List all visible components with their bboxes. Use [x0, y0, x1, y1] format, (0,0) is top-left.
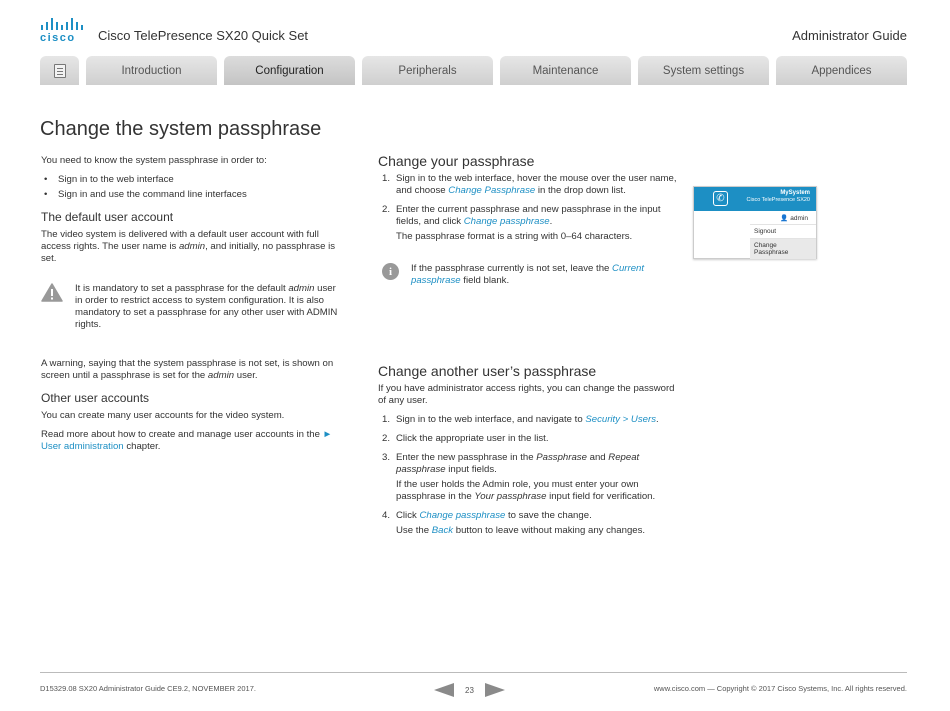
- user-menu: 👤 admin: [780, 215, 808, 222]
- tab-contents-home[interactable]: [40, 56, 79, 85]
- list-item: 2. Click the appropriate user in the list.: [382, 433, 549, 444]
- default-account-heading: The default user account: [41, 210, 174, 224]
- change-another-passphrase-heading: Change another user’s passphrase: [378, 363, 597, 379]
- previous-page-icon[interactable]: [434, 683, 454, 697]
- tab-introduction[interactable]: Introduction: [86, 56, 217, 85]
- screenshot-header: [694, 187, 816, 211]
- info-icon: i: [382, 263, 399, 280]
- other-accounts-heading: Other user accounts: [41, 391, 150, 405]
- contents-page-icon: [54, 64, 66, 78]
- your-passphrase-steps: [378, 173, 678, 243]
- page-navigation: [434, 683, 505, 697]
- warning-note: [41, 283, 341, 331]
- list-item: 3. Enter the new passphrase in the Passphrase and Repeat passphrase input fields. If the user holds the Admin role, you must enter your own passphrase in the Your passphrase input field for verification.: [378, 452, 678, 503]
- user-icon: 👤: [780, 215, 789, 222]
- user-dropdown: [750, 224, 816, 259]
- other-accounts-text: You can create many user accounts for the video system.: [41, 410, 285, 421]
- warning-text: It is mandatory to set a passphrase for the default admin user in order to restrict access to system configuration. It is also mandatory to set a passphrase for any other user with ADMIN rights.: [75, 283, 338, 330]
- info-note-text: If the passphrase currently is not set, leave the Current passphrase field blank.: [411, 263, 645, 286]
- page-number: 23: [465, 685, 474, 695]
- change-your-passphrase-heading: Change your passphrase: [378, 153, 535, 169]
- change-passphrase-menu-link[interactable]: Change Passphrase: [448, 185, 536, 196]
- default-account-text: The video system is delivered with a default user account with full access rights. The user name is admin, and initially, no passphrase is set.: [41, 229, 336, 264]
- cisco-logo: [40, 18, 84, 44]
- menu-item-change-passphrase: Change Passphrase: [750, 238, 816, 259]
- intro-text: You need to know the system passphrase in order to:: [41, 155, 267, 166]
- warning-icon: [41, 283, 63, 302]
- warning-explanation: A warning, saying that the system passphrase is not set, is shown on screen until a passphrase is set for the admin user.: [41, 358, 334, 381]
- page-title: Change the system passphrase: [40, 118, 322, 140]
- purpose-list: [41, 174, 341, 201]
- left-column: [41, 155, 341, 460]
- chapter-tabbar: [40, 56, 907, 85]
- document-type: Administrator Guide: [792, 28, 907, 43]
- menu-item-signout: Signout: [750, 224, 816, 238]
- change-passphrase-save-link[interactable]: Change passphrase: [419, 510, 506, 521]
- list-item: 4. Click Change passphrase to save the change. Use the Back button to leave without making any changes.: [378, 510, 678, 537]
- right-column: [378, 155, 678, 544]
- web-interface-screenshot: [693, 186, 817, 259]
- change-passphrase-button-link[interactable]: Change passphrase: [463, 216, 550, 227]
- list-item: • Sign in and use the command line interfaces: [41, 189, 341, 201]
- passphrase-format-text: The passphrase format is a string with 0–64 characters.: [396, 231, 633, 242]
- back-button-text: Use the Back button to leave without making any changes.: [396, 525, 646, 536]
- current-passphrase-link[interactable]: Current passphrase: [411, 263, 645, 286]
- document-title: Cisco TelePresence SX20 Quick Set: [98, 28, 309, 43]
- admin-role-text: If the user holds the Admin role, you must enter your own passphrase in the Your passphrase input field for verification.: [396, 479, 656, 502]
- security-users-link[interactable]: Security > Users: [585, 414, 656, 425]
- list-item: 1. Sign in to the web interface, hover the mouse over the user name, and choose Change Passphrase in the drop down list.: [382, 173, 677, 196]
- tab-peripherals[interactable]: Peripherals: [362, 56, 493, 85]
- footer-divider: [40, 672, 907, 673]
- read-more-text: Read more about how to create and manage user accounts in the ► User administration chapter.: [41, 429, 333, 452]
- back-link[interactable]: Back: [431, 525, 454, 536]
- info-note: [378, 263, 678, 287]
- tab-system-settings[interactable]: System settings: [638, 56, 769, 85]
- tab-appendices[interactable]: Appendices: [776, 56, 907, 85]
- tab-configuration[interactable]: Configuration: [224, 56, 355, 85]
- document-reference: D15329.08 SX20 Administrator Guide CE9.2, NOVEMBER 2017.: [40, 684, 256, 693]
- next-page-icon[interactable]: [485, 683, 505, 697]
- cisco-logo-text: cisco: [40, 32, 76, 44]
- cisco-logo-bars: [41, 18, 84, 30]
- user-administration-link[interactable]: ► User administration: [41, 429, 333, 452]
- phone-icon: ✆: [713, 191, 728, 206]
- list-item: • Sign in to the web interface: [41, 174, 341, 186]
- system-info: MySystem Cisco TelePresence SX20: [746, 190, 810, 203]
- other-user-intro: If you have administrator access rights, you can change the password of any user.: [378, 383, 675, 406]
- list-item: 1. Sign in to the web interface, and navigate to Security > Users.: [382, 414, 659, 425]
- other-user-steps: [378, 414, 678, 537]
- list-item: 2. Enter the current passphrase and new passphrase in the input fields, and click Change passphrase. The passphrase format is a string with 0–64 characters.: [378, 204, 678, 243]
- tab-maintenance[interactable]: Maintenance: [500, 56, 631, 85]
- copyright: www.cisco.com — Copyright © 2017 Cisco Systems, Inc. All rights reserved.: [653, 684, 907, 693]
